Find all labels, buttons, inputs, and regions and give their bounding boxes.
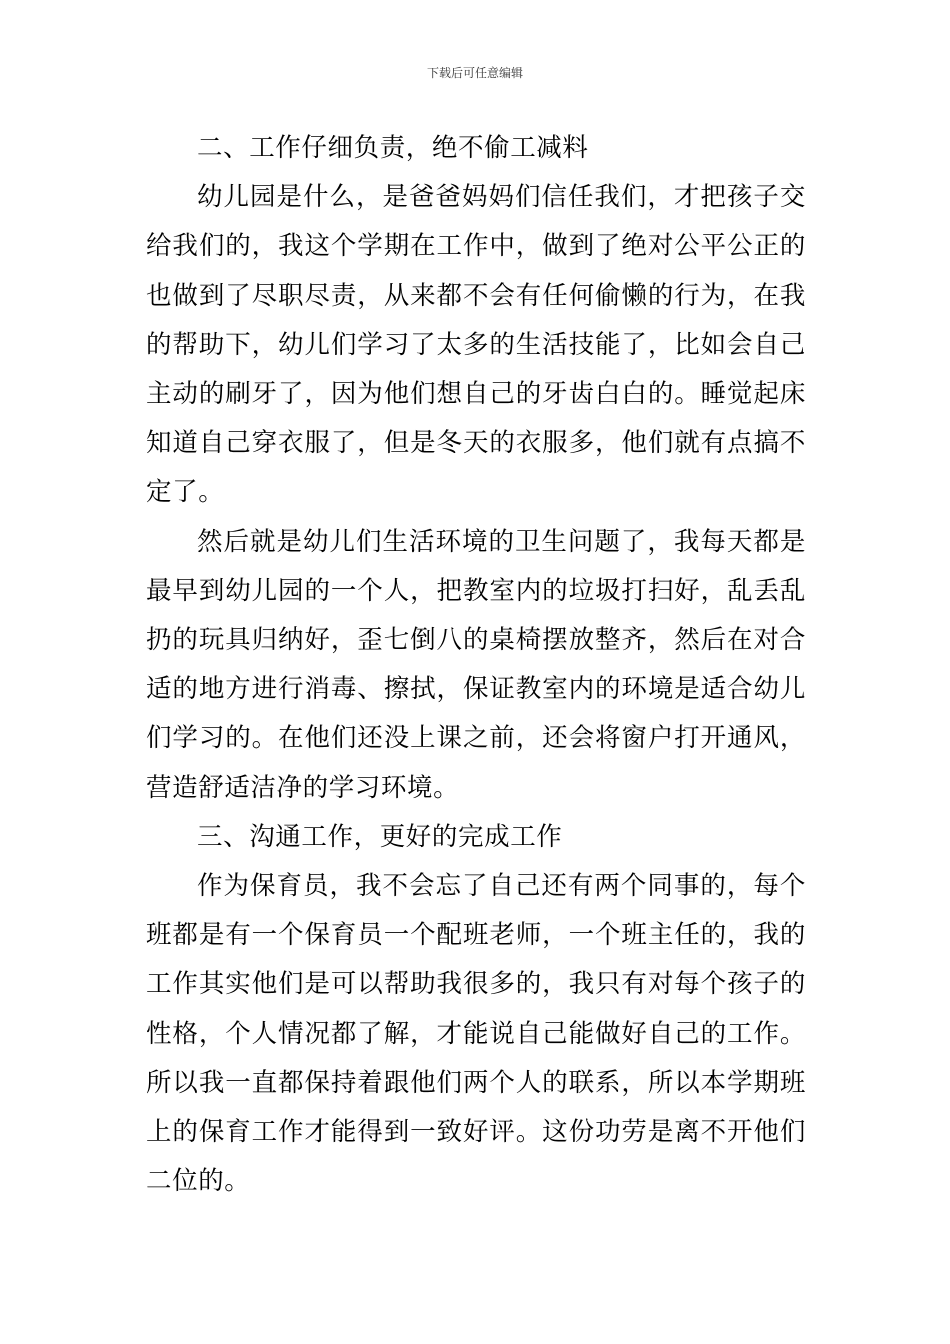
paragraph-hygiene: 然后就是幼儿们生活环境的卫生问题了，我每天都是最早到幼儿园的一个人，把教室内的垃圾打扫好，乱丢乱扔的玩具归纳好，歪七倒八的桌椅摆放整齐，然后在对合适的地方进行消毒、擦拭，保证教室内的环境是适合幼儿们学习的。在他们还没上课之前，还会将窗户打开通风，营造舒适洁净的学习环境。 [146,526,806,803]
section-heading-3: 三、沟通工作，更好的完成工作 [197,821,563,852]
paragraph-kindergarten-trust: 幼儿园是什么，是爸爸妈妈们信任我们，才把孩子交给我们的，我这个学期在工作中，做到了绝对公平公正的也做到了尽职尽责，从来都不会有任何偷懒的行为，在我的帮助下，幼儿们学习了太多的生活技能了，比如会自己主动的刷牙了，因为他们想自己的牙齿白白的。睡觉起床知道自己穿衣服了，但是冬天的衣服多，他们就有点搞不定了。 [146,182,806,508]
page-header-note: 下载后可任意编辑 [426,66,523,80]
document-body [146,124,806,1206]
section-heading-2: 二、工作仔细负责，绝不偷工减料 [197,133,589,163]
paragraph-communication: 作为保育员，我不会忘了自己还有两个同事的，每个班都是有一个保育员一个配班老师，一个班主任的，我的工作其实他们是可以帮助我很多的，我只有对每个孩子的性格，个人情况都了解，才能说自己能做好自己的工作。所以我一直都保持着跟他们两个人的联系，所以本学期班上的保育工作才能得到一致好评。这份功劳是离不开他们二位的。 [146,871,806,1197]
